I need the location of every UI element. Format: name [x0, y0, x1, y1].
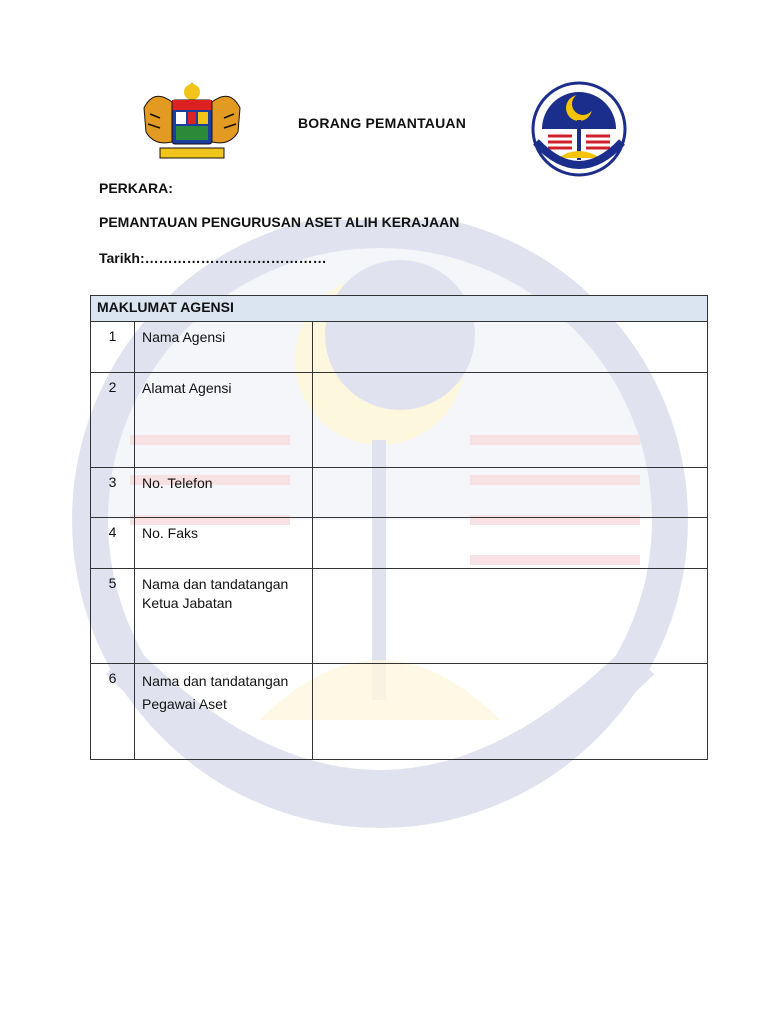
- table-row: [91, 322, 708, 373]
- perkara-value: PEMANTAUAN PENGURUSAN ASET ALIH KERAJAAN: [99, 214, 460, 230]
- ministry-logo-icon: [518, 80, 640, 178]
- nama-agensi-field[interactable]: [313, 322, 708, 373]
- row-number: 1: [91, 322, 135, 373]
- table-row: [91, 664, 708, 760]
- row-number: 4: [91, 518, 135, 569]
- agency-info-table: [90, 295, 708, 760]
- pegawai-aset-signature-field[interactable]: [313, 664, 708, 760]
- table-row: [91, 569, 708, 664]
- alamat-agensi-field[interactable]: [313, 373, 708, 468]
- faks-field[interactable]: [313, 518, 708, 569]
- row-label: Nama dan tandatangan Ketua Jabatan: [135, 569, 313, 664]
- row-number: 5: [91, 569, 135, 664]
- row-number: 2: [91, 373, 135, 468]
- telefon-field[interactable]: [313, 468, 708, 518]
- table-row: [91, 468, 708, 518]
- row-number: 6: [91, 664, 135, 760]
- table-row: [91, 373, 708, 468]
- tarikh-field[interactable]: Tarikh:…………………………………: [99, 250, 327, 266]
- section-header: MAKLUMAT AGENSI: [91, 296, 708, 322]
- jata-negara-emblem-icon: [138, 78, 246, 162]
- perkara-label: PERKARA:: [99, 180, 173, 196]
- row-label: Nama dan tandatangan Pegawai Aset: [135, 664, 313, 760]
- row-label: Alamat Agensi: [135, 373, 313, 468]
- table-row: [91, 518, 708, 569]
- row-label: No. Telefon: [135, 468, 313, 518]
- row-label: No. Faks: [135, 518, 313, 569]
- row-number: 3: [91, 468, 135, 518]
- ketua-jabatan-signature-field[interactable]: [313, 569, 708, 664]
- table-header-row: [91, 296, 708, 322]
- form-title: BORANG PEMANTAUAN: [298, 115, 467, 131]
- row-label: Nama Agensi: [135, 322, 313, 373]
